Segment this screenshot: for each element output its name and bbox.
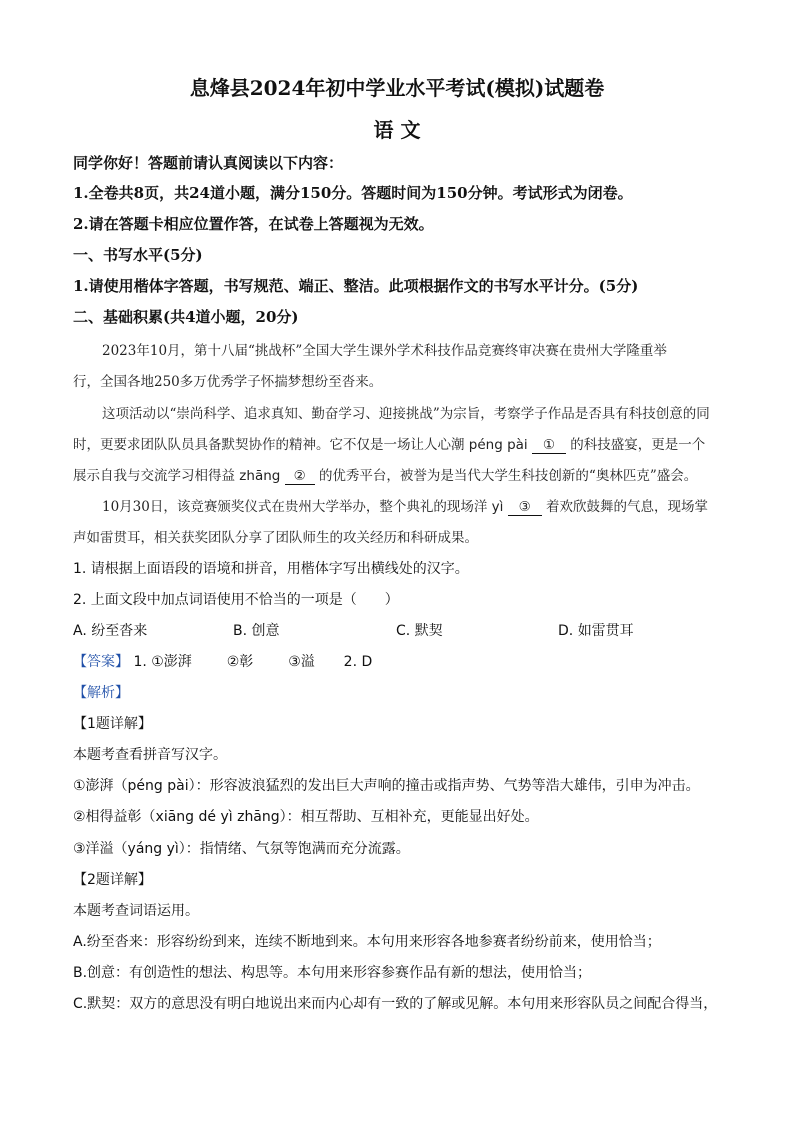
answer-line: [73, 651, 372, 671]
detail-2-line-b: B.创意：有创造性的想法、构思等。本句用来形容参赛作品有新的想法，使用恰当；: [73, 965, 592, 981]
passage-paragraph-2-line-2: [73, 433, 705, 454]
passage-text: 时，更要求团队队员具备默契协作的精神。它不仅是一场让人心潮: [73, 437, 465, 453]
question-2: 2. 上面文段中加点词语使用不恰当的一项是（ ）: [73, 592, 399, 608]
option-key: D.: [558, 623, 574, 639]
instructions-intro: 同学你好！答题前请认真阅读以下内容：: [73, 154, 344, 172]
passage-text: 展示自我与交流学习相得益: [73, 468, 235, 484]
answer-blank-2[interactable]: ②: [285, 468, 315, 485]
section-1-heading: 一、书写水平(5分): [73, 246, 203, 264]
pinyin-hint: yì: [491, 499, 504, 515]
answer-1-part-3: ③溢: [288, 654, 315, 670]
detail-1-heading: 【1题详解】: [73, 716, 152, 732]
passage-text: 10月30日，该竞赛颁奖仪式在贵州大学举办，整个典礼的现场洋: [102, 499, 488, 515]
detail-2-line-a: A.纷至沓来：形容纷纷到来，连续不断地到来。本句用来形容各地参赛者纷纷前来，使用恰当；: [73, 934, 661, 950]
passage-paragraph-3-line-1: [102, 495, 708, 516]
passage-text: 着欢欣鼓舞的气息，现场掌: [546, 499, 708, 515]
option-c[interactable]: [396, 620, 443, 640]
analysis-tag: 【解析】: [73, 685, 129, 701]
passage-text: 的优秀平台，被誉为是当代大学生科技创新的“奥林匹克”盛会。: [318, 468, 698, 484]
answer-tag: 【答案】: [73, 654, 129, 670]
option-key: C.: [396, 623, 411, 639]
option-text: 如雷贯耳: [577, 623, 634, 639]
exam-title: 息烽县2024年初中学业水平考试(模拟)试题卷: [189, 76, 605, 100]
option-text: 创意: [251, 623, 280, 639]
section-2-heading: 二、基础积累(共4道小题，20分): [73, 308, 299, 326]
passage-paragraph-2-line-1: 这项活动以“崇尚科学、追求真知、勤奋学习、迎接挑战”为宗旨，考察学子作品是否具有科技创意的同: [102, 406, 710, 422]
question-1: 1. 请根据上面语段的语境和拼音，用楷体字写出横线处的汉字。: [73, 561, 469, 577]
detail-1-line-1: ①澎湃（péng pài）：形容波浪猛烈的发出巨大声响的撞击或指声势、气势等浩大雄伟，引申为冲击。: [73, 778, 700, 794]
answer-1-part-1: 1. ①澎湃: [133, 654, 192, 670]
detail-2-heading: 【2题详解】: [73, 872, 152, 888]
pinyin-hint: zhāng: [239, 468, 281, 484]
detail-2-intro: 本题考查词语运用。: [73, 903, 199, 919]
instructions-item-2: 2.请在答题卡相应位置作答，在试卷上答题视为无效。: [73, 215, 434, 233]
option-b[interactable]: [233, 620, 280, 640]
option-key: B.: [233, 623, 248, 639]
option-text: 纷至沓来: [91, 623, 148, 639]
passage-paragraph-1-line-2: 行，全国各地250多万优秀学子怀揣梦想纷至沓来。: [73, 374, 383, 390]
passage-paragraph-1-line-1: 2023年10月，第十八届“挑战杯”全国大学生课外学术科技作品竞赛终审决赛在贵州大学隆重举: [102, 343, 667, 359]
answer-1-part-2: ②彰: [226, 654, 254, 670]
answer-blank-1[interactable]: ①: [532, 437, 566, 454]
answer-blank-3[interactable]: ③: [508, 499, 542, 516]
section-1-question: 1.请使用楷体字答题，书写规范、端正、整洁。此项根据作文的书写水平计分。(5分): [73, 277, 639, 295]
passage-paragraph-2-line-3: [73, 464, 697, 485]
option-key: A.: [73, 623, 87, 639]
detail-1-intro: 本题考查看拼音写汉字。: [73, 747, 227, 763]
detail-1-line-3: ③洋溢（yáng yì）：指情绪、气氛等饱满而充分流露。: [73, 841, 410, 857]
passage-text: 的科技盛宴，更是一个: [570, 437, 706, 453]
detail-1-line-2: ②相得益彰（xiāng dé yì zhāng）：相互帮助、互相补充，更能显出好处。: [73, 809, 539, 825]
option-text: 默契: [414, 623, 443, 639]
subject-title: 语 文: [373, 118, 421, 142]
option-d[interactable]: [558, 620, 634, 640]
passage-paragraph-3-line-2: 声如雷贯耳，相关获奖团队分享了团队师生的攻关经历和科研成果。: [73, 530, 478, 546]
detail-2-line-c: C.默契：双方的意思没有明白地说出来而内心却有一致的了解或见解。本句用来形容队员之间配合得当，: [73, 996, 718, 1012]
answer-2: 2. D: [343, 654, 373, 670]
instructions-item-1: 1.全卷共8页，共24道小题，满分150分。答题时间为150分钟。考试形式为闭卷。: [73, 184, 633, 202]
pinyin-hint: péng pài: [468, 437, 528, 453]
option-a[interactable]: [73, 620, 147, 640]
